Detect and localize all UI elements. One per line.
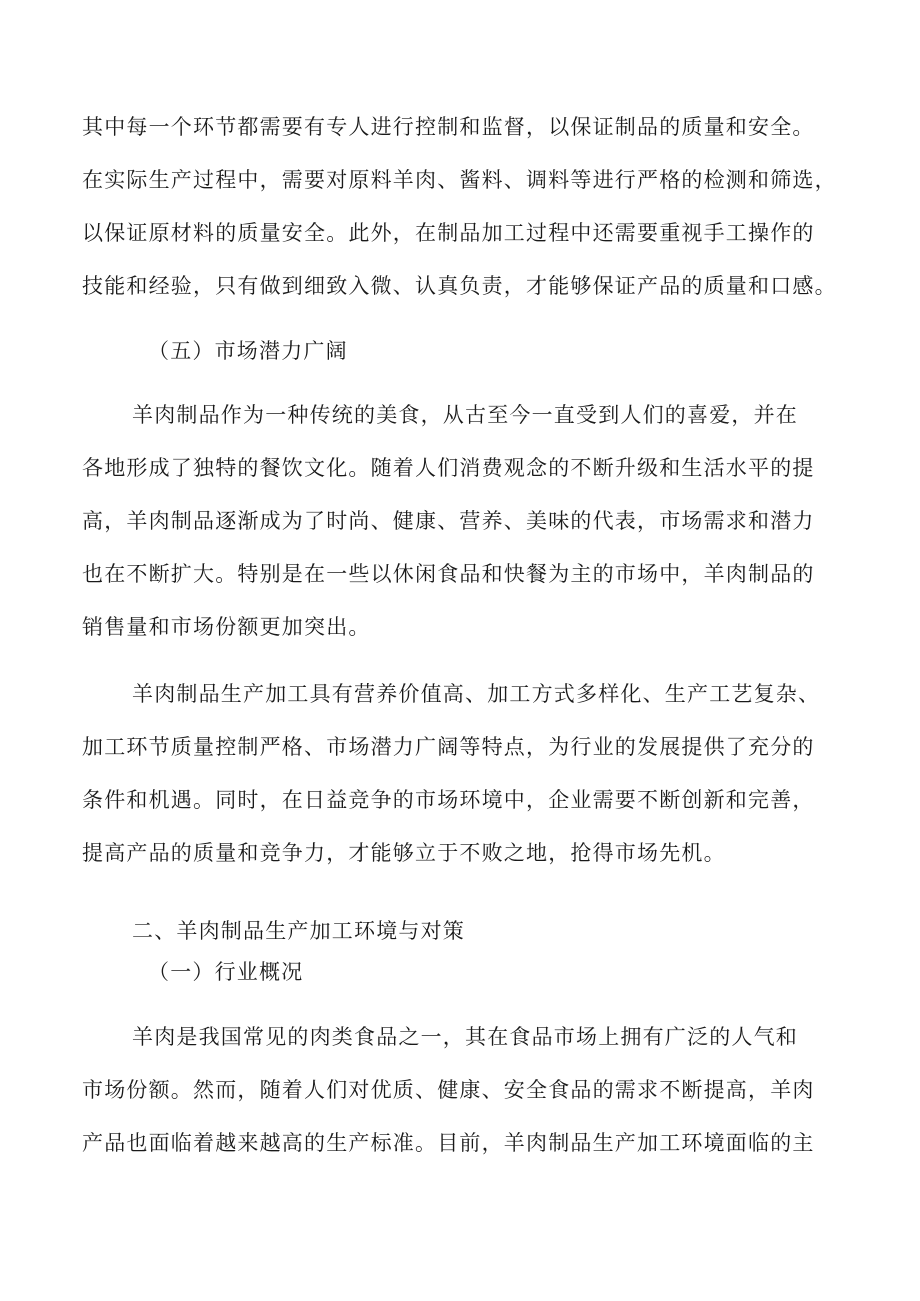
text-line: 销售量和市场份额更加突出。 (82, 615, 371, 639)
section-heading-market-potential: （五）市场潜力广阔 (148, 339, 348, 363)
text-line: 羊肉制品生产加工具有营养价值高、加工方式多样化、生产工艺复杂、 (132, 682, 821, 706)
text-line: 加工环节质量控制严格、市场潜力广阔等特点，为行业的发展提供了充分的 (82, 735, 815, 759)
text-line: 羊肉是我国常见的肉类食品之一，其在食品市场上拥有广泛的人气和 (132, 1025, 798, 1049)
text-line: 技能和经验，只有做到细致入微、认真负责，才能够保证产品的质量和口感。 (82, 274, 837, 298)
text-line: 以保证原材料的质量安全。此外，在制品加工过程中还需要重视手工操作的 (82, 221, 815, 245)
section-heading-industry-overview: （一）行业概况 (148, 960, 304, 984)
text-line: 在实际生产过程中，需要对原料羊肉、酱料、调料等进行严格的检测和筛选， (82, 168, 837, 192)
text-line: 羊肉制品作为一种传统的美食，从古至今一直受到人们的喜爱，并在 (132, 403, 798, 427)
text-line: 各地形成了独特的餐饮文化。随着人们消费观念的不断升级和生活水平的提 (82, 456, 815, 480)
text-line: 条件和机遇。同时，在日益竞争的市场环境中，企业需要不断创新和完善， (82, 788, 815, 812)
text-line: 产品也面临着越来越高的生产标准。目前，羊肉制品生产加工环境面临的主 (82, 1131, 815, 1155)
text-line: 市场份额。然而，随着人们对优质、健康、安全食品的需求不断提高，羊肉 (82, 1078, 815, 1102)
text-line: 也在不断扩大。特别是在一些以休闲食品和快餐为主的市场中，羊肉制品的 (82, 562, 815, 586)
text-line: 高，羊肉制品逐渐成为了时尚、健康、营养、美味的代表，市场需求和潜力 (82, 509, 815, 533)
chapter-heading-environment: 二、羊肉制品生产加工环境与对策 (132, 919, 465, 943)
text-line: 提高产品的质量和竞争力，才能够立于不败之地，抢得市场先机。 (82, 841, 726, 865)
text-line: 其中每一个环节都需要有专人进行控制和监督，以保证制品的质量和安全。 (82, 115, 815, 139)
